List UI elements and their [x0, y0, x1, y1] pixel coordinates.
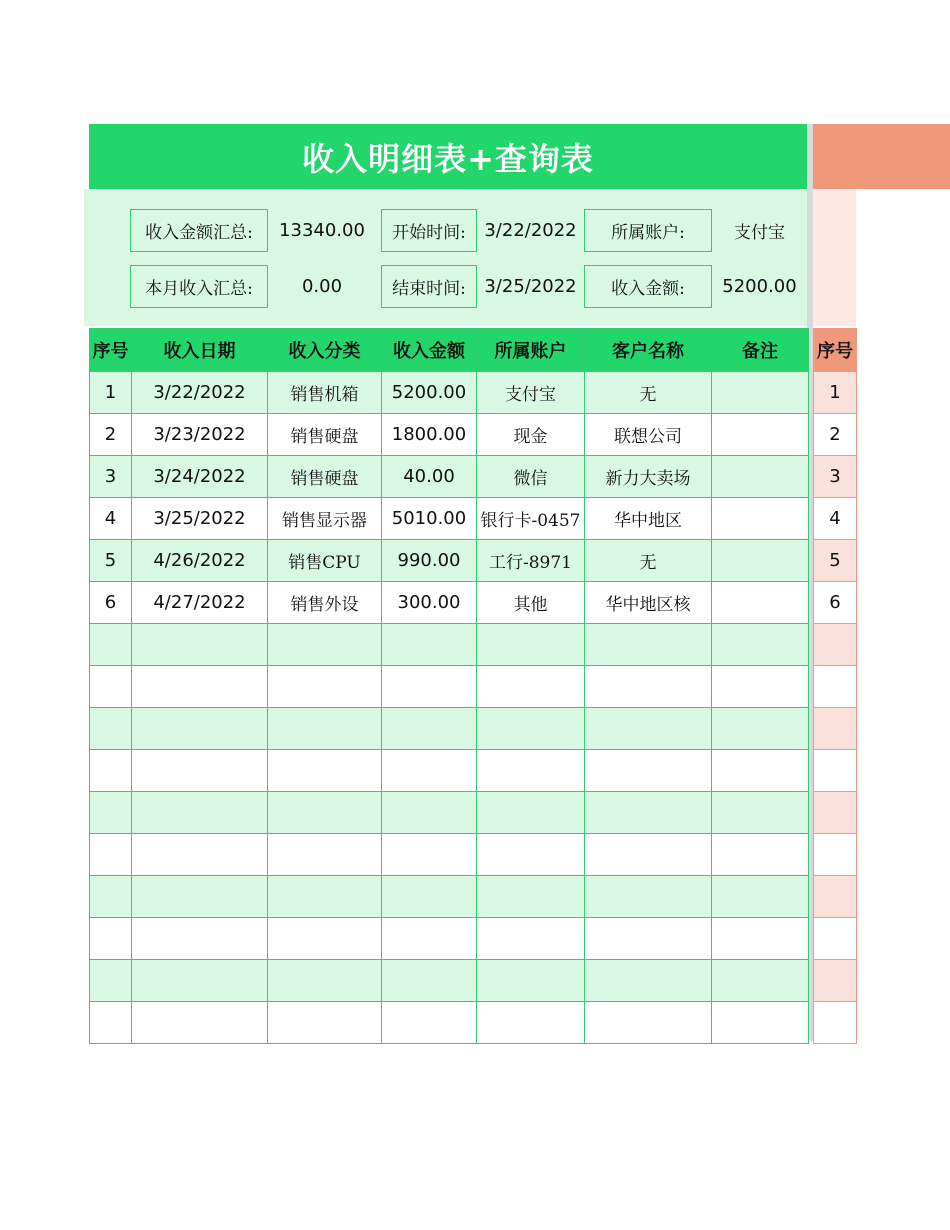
cell-customer[interactable]: [585, 750, 712, 792]
side-row: [814, 960, 857, 1002]
side-cell-index[interactable]: [814, 624, 857, 666]
header-note[interactable]: 备注: [712, 329, 809, 372]
cell-index[interactable]: [90, 708, 132, 750]
cell-customer[interactable]: 新力大卖场: [585, 456, 712, 498]
cell-note[interactable]: [712, 834, 809, 876]
cell-customer[interactable]: [585, 960, 712, 1002]
cell-index[interactable]: [90, 960, 132, 1002]
header-customer[interactable]: 客户名称: [585, 329, 712, 372]
cell-amount[interactable]: [382, 876, 477, 918]
cell-amount[interactable]: [382, 918, 477, 960]
cell-date[interactable]: 3/24/2022: [132, 456, 268, 498]
table-row: [90, 666, 809, 708]
cell-category[interactable]: 销售外设: [268, 582, 382, 624]
cell-customer[interactable]: 无: [585, 372, 712, 414]
cell-customer[interactable]: 华中地区核: [585, 582, 712, 624]
side-cell-index[interactable]: 2: [814, 414, 857, 456]
cell-amount[interactable]: [382, 792, 477, 834]
cell-customer[interactable]: [585, 918, 712, 960]
cell-note[interactable]: [712, 1002, 809, 1044]
cell-date[interactable]: [132, 1002, 268, 1044]
side-row: [814, 582, 857, 624]
table-row: [90, 372, 809, 414]
cell-account[interactable]: [477, 1002, 585, 1044]
cell-category[interactable]: [268, 750, 382, 792]
cell-category[interactable]: [268, 1002, 382, 1044]
table-row: [90, 414, 809, 456]
side-row: [814, 540, 857, 582]
cell-category[interactable]: [268, 960, 382, 1002]
cell-amount[interactable]: 5010.00: [382, 498, 477, 540]
side-index-table: [813, 328, 857, 1044]
cell-customer[interactable]: [585, 666, 712, 708]
total-income-value[interactable]: 13340.00: [279, 220, 365, 241]
cell-date[interactable]: [132, 750, 268, 792]
table-row: [90, 918, 809, 960]
total-income-label: 收入金额汇总:: [130, 209, 268, 252]
cell-category[interactable]: [268, 834, 382, 876]
cell-category[interactable]: [268, 792, 382, 834]
cell-category[interactable]: [268, 918, 382, 960]
cell-note[interactable]: [712, 708, 809, 750]
cell-amount[interactable]: [382, 708, 477, 750]
cell-index[interactable]: [90, 834, 132, 876]
cell-date[interactable]: 3/22/2022: [132, 372, 268, 414]
cell-amount[interactable]: [382, 624, 477, 666]
cell-date[interactable]: 3/25/2022: [132, 498, 268, 540]
side-row: [814, 876, 857, 918]
cell-category[interactable]: [268, 666, 382, 708]
cell-date[interactable]: [132, 708, 268, 750]
cell-account[interactable]: 现金: [477, 414, 585, 456]
table-row: [90, 792, 809, 834]
header-account[interactable]: 所属账户: [477, 329, 585, 372]
table-row: [90, 540, 809, 582]
cell-amount[interactable]: 990.00: [382, 540, 477, 582]
cell-account[interactable]: [477, 624, 585, 666]
cell-note[interactable]: [712, 918, 809, 960]
side-title-bar: [813, 124, 950, 189]
side-header-index[interactable]: 序号: [814, 329, 857, 372]
end-time-label: 结束时间:: [381, 265, 477, 308]
table-row: [90, 582, 809, 624]
side-cell-index[interactable]: [814, 792, 857, 834]
side-cell-index[interactable]: [814, 834, 857, 876]
start-time-value[interactable]: 3/22/2022: [484, 220, 577, 241]
table-row: [90, 498, 809, 540]
side-cell-index[interactable]: 5: [814, 540, 857, 582]
table-row: [90, 456, 809, 498]
cell-index[interactable]: 2: [90, 414, 132, 456]
cell-account[interactable]: [477, 876, 585, 918]
account-value[interactable]: 支付宝: [734, 223, 785, 243]
cell-date[interactable]: [132, 624, 268, 666]
side-cell-index[interactable]: 6: [814, 582, 857, 624]
cell-account[interactable]: [477, 708, 585, 750]
cell-date[interactable]: 4/26/2022: [132, 540, 268, 582]
side-summary-panel: [813, 189, 856, 326]
cell-date[interactable]: [132, 792, 268, 834]
cell-note[interactable]: [712, 750, 809, 792]
cell-date[interactable]: [132, 666, 268, 708]
side-row: [814, 792, 857, 834]
table-row: [90, 1002, 809, 1044]
side-row: [814, 1002, 857, 1044]
side-row: [814, 624, 857, 666]
side-cell-index[interactable]: [814, 1002, 857, 1044]
income-table: [89, 328, 809, 1044]
cell-date[interactable]: 3/23/2022: [132, 414, 268, 456]
cell-note[interactable]: [712, 498, 809, 540]
start-time-label: 开始时间:: [381, 209, 477, 252]
cell-note[interactable]: [712, 456, 809, 498]
header-index[interactable]: 序号: [90, 329, 132, 372]
header-category[interactable]: 收入分类: [268, 329, 382, 372]
cell-date[interactable]: [132, 834, 268, 876]
cell-amount[interactable]: [382, 960, 477, 1002]
cell-customer[interactable]: [585, 792, 712, 834]
cell-amount[interactable]: [382, 750, 477, 792]
cell-date[interactable]: 4/27/2022: [132, 582, 268, 624]
cell-account[interactable]: [477, 834, 585, 876]
cell-note[interactable]: [712, 876, 809, 918]
table-row: [90, 708, 809, 750]
cell-note[interactable]: [712, 372, 809, 414]
side-row: [814, 834, 857, 876]
cell-index[interactable]: [90, 666, 132, 708]
cell-account[interactable]: [477, 666, 585, 708]
account-label: 所属账户:: [584, 209, 712, 252]
cell-amount[interactable]: 40.00: [382, 456, 477, 498]
cell-category[interactable]: [268, 708, 382, 750]
cell-index[interactable]: [90, 876, 132, 918]
table-row: [90, 624, 809, 666]
cell-account[interactable]: 支付宝: [477, 372, 585, 414]
cell-note[interactable]: [712, 582, 809, 624]
side-row: [814, 666, 857, 708]
header-amount[interactable]: 收入金额: [382, 329, 477, 372]
cell-index[interactable]: [90, 792, 132, 834]
cell-category[interactable]: 销售CPU: [268, 540, 382, 582]
end-time-value[interactable]: 3/25/2022: [484, 276, 577, 297]
cell-customer[interactable]: [585, 876, 712, 918]
cell-index[interactable]: 4: [90, 498, 132, 540]
side-row: [814, 918, 857, 960]
month-income-label: 本月收入汇总:: [130, 265, 268, 308]
cell-amount[interactable]: 300.00: [382, 582, 477, 624]
cell-category[interactable]: [268, 876, 382, 918]
cell-index[interactable]: [90, 624, 132, 666]
cell-category[interactable]: [268, 624, 382, 666]
cell-date[interactable]: [132, 918, 268, 960]
table-row: [90, 834, 809, 876]
side-cell-index[interactable]: 1: [814, 372, 857, 414]
cell-account[interactable]: [477, 792, 585, 834]
cell-amount[interactable]: [382, 834, 477, 876]
side-cell-index[interactable]: [814, 876, 857, 918]
cell-category[interactable]: 销售硬盘: [268, 414, 382, 456]
cell-index[interactable]: 6: [90, 582, 132, 624]
cell-index[interactable]: [90, 1002, 132, 1044]
side-row: [814, 372, 857, 414]
side-cell-index[interactable]: [814, 750, 857, 792]
side-cell-index[interactable]: [814, 666, 857, 708]
cell-amount[interactable]: 1800.00: [382, 414, 477, 456]
cell-note[interactable]: [712, 666, 809, 708]
cell-account[interactable]: 工行-8971: [477, 540, 585, 582]
table-row: [90, 960, 809, 1002]
cell-customer[interactable]: [585, 624, 712, 666]
month-income-value[interactable]: 0.00: [301, 276, 343, 297]
cell-customer[interactable]: 联想公司: [585, 414, 712, 456]
cell-account[interactable]: [477, 750, 585, 792]
cell-customer[interactable]: 无: [585, 540, 712, 582]
side-cell-index[interactable]: 4: [814, 498, 857, 540]
cell-index[interactable]: 5: [90, 540, 132, 582]
cell-customer[interactable]: [585, 1002, 712, 1044]
cell-note[interactable]: [712, 414, 809, 456]
side-cell-index[interactable]: [814, 918, 857, 960]
cell-account[interactable]: [477, 918, 585, 960]
cell-category[interactable]: 销售机箱: [268, 372, 382, 414]
table-row: [90, 876, 809, 918]
side-cell-index[interactable]: 3: [814, 456, 857, 498]
cell-date[interactable]: [132, 960, 268, 1002]
cell-amount[interactable]: [382, 666, 477, 708]
cell-account[interactable]: 微信: [477, 456, 585, 498]
cell-index[interactable]: 1: [90, 372, 132, 414]
cell-amount[interactable]: 5200.00: [382, 372, 477, 414]
cell-customer[interactable]: [585, 834, 712, 876]
cell-note[interactable]: [712, 960, 809, 1002]
side-row: [814, 456, 857, 498]
header-date[interactable]: 收入日期: [132, 329, 268, 372]
cell-date[interactable]: [132, 876, 268, 918]
side-cell-index[interactable]: [814, 960, 857, 1002]
cell-index[interactable]: [90, 918, 132, 960]
table-header-row: [90, 329, 809, 372]
side-row: [814, 414, 857, 456]
cell-category[interactable]: 销售硬盘: [268, 456, 382, 498]
sheet-title: 收入明细表+查询表: [89, 124, 807, 189]
cell-amount[interactable]: [382, 1002, 477, 1044]
cell-note[interactable]: [712, 624, 809, 666]
cell-account[interactable]: [477, 960, 585, 1002]
cell-customer[interactable]: 华中地区: [585, 498, 712, 540]
cell-account[interactable]: 其他: [477, 582, 585, 624]
cell-account[interactable]: 银行卡-0457: [477, 498, 585, 540]
cell-customer[interactable]: [585, 708, 712, 750]
side-row: [814, 708, 857, 750]
side-header-row: [814, 329, 857, 372]
cell-index[interactable]: [90, 750, 132, 792]
side-cell-index[interactable]: [814, 708, 857, 750]
cell-note[interactable]: [712, 540, 809, 582]
cell-note[interactable]: [712, 792, 809, 834]
amount-value[interactable]: 5200.00: [722, 276, 797, 297]
table-row: [90, 750, 809, 792]
side-row: [814, 750, 857, 792]
amount-label: 收入金额:: [584, 265, 712, 308]
cell-category[interactable]: 销售显示器: [268, 498, 382, 540]
side-row: [814, 498, 857, 540]
cell-index[interactable]: 3: [90, 456, 132, 498]
